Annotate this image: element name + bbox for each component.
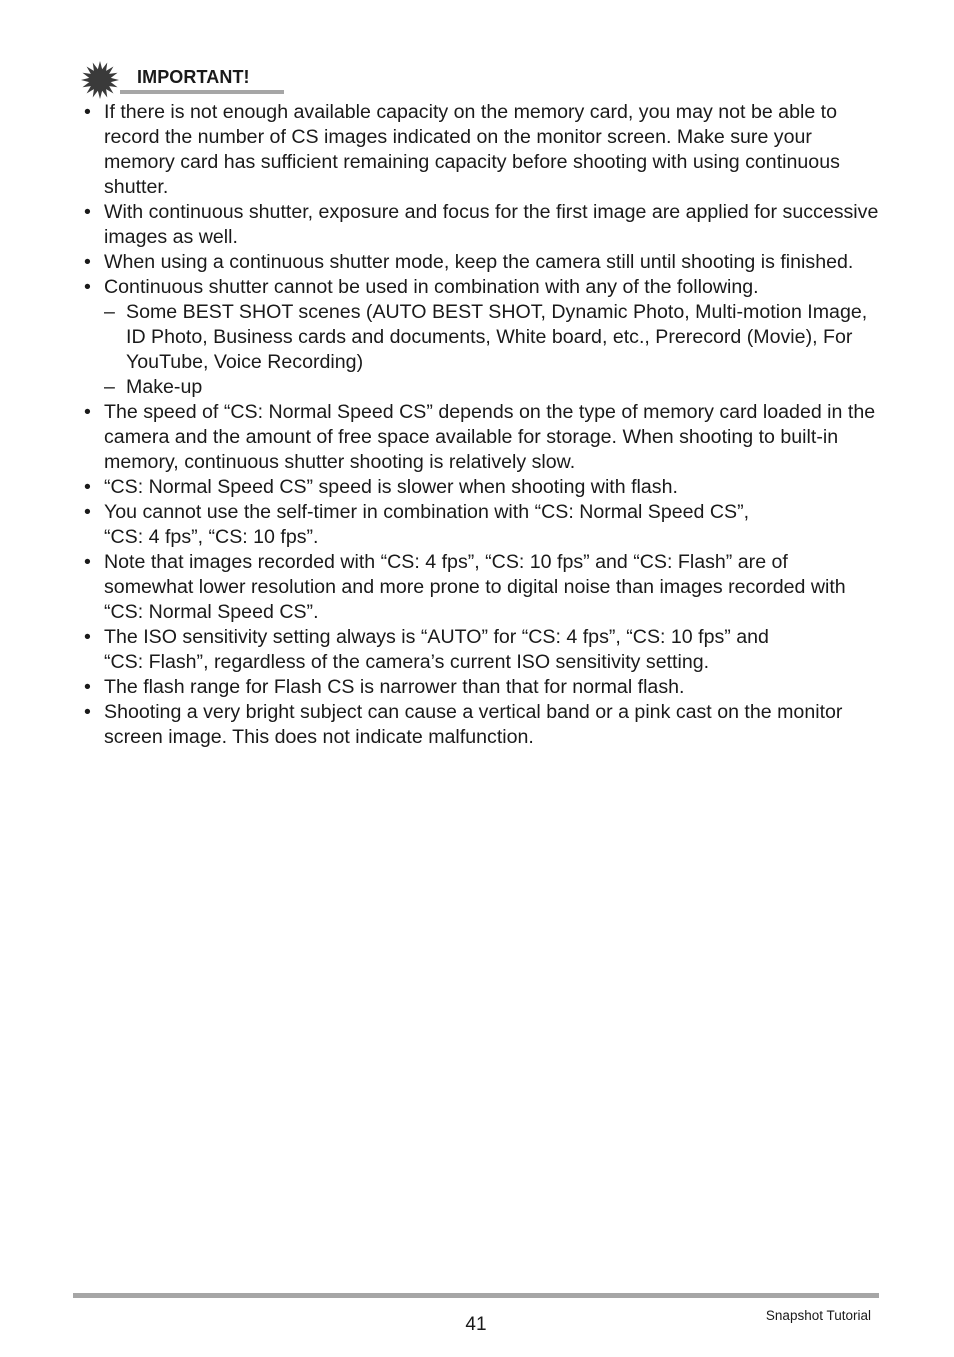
bullet-mark: • bbox=[84, 401, 91, 423]
bullet-mark: • bbox=[84, 201, 91, 223]
note-item bbox=[82, 475, 882, 500]
bullet-mark: • bbox=[84, 676, 91, 698]
footer-section-title: Snapshot Tutorial bbox=[765, 1308, 871, 1323]
sub-notes-list bbox=[104, 300, 882, 400]
note-item bbox=[82, 275, 882, 400]
bullet-mark: • bbox=[84, 701, 91, 723]
bullet-mark: • bbox=[84, 276, 91, 298]
note-text: Note that images recorded with “CS: 4 fps”, “CS: 10 fps” and “CS: Flash” are of somewhat lower resolution and more prone to digital noise than images recorded with “CS: Normal Speed CS”. bbox=[104, 551, 846, 623]
note-item bbox=[82, 675, 882, 700]
sub-note-item bbox=[104, 300, 882, 375]
note-item bbox=[82, 200, 882, 250]
note-text: The speed of “CS: Normal Speed CS” depends on the type of memory card loaded in the camera and the amount of free space available for storage. When shooting to built-in memory, continuous shutter shooting is relatively slow. bbox=[104, 401, 876, 473]
note-item bbox=[82, 500, 882, 550]
note-item bbox=[82, 625, 882, 675]
dash-mark: – bbox=[104, 301, 115, 323]
note-text: Shooting a very bright subject can cause a vertical band or a pink cast on the monitor screen image. This does not indicate malfunction. bbox=[104, 701, 843, 748]
sub-note-text: Make-up bbox=[126, 376, 203, 398]
note-item bbox=[82, 550, 882, 625]
important-title: IMPORTANT! bbox=[137, 67, 250, 87]
note-text: “CS: Normal Speed CS” speed is slower when shooting with flash. bbox=[104, 476, 678, 498]
bullet-mark: • bbox=[84, 626, 91, 648]
note-text: You cannot use the self-timer in combination with “CS: Normal Speed CS”, “CS: 4 fps”, “CS: 10 fps”. bbox=[104, 501, 750, 548]
important-heading bbox=[80, 60, 286, 96]
note-text: With continuous shutter, exposure and focus for the first image are applied for successive images as well. bbox=[104, 201, 879, 248]
bullet-mark: • bbox=[84, 251, 91, 273]
bullet-mark: • bbox=[84, 551, 91, 573]
note-text: When using a continuous shutter mode, keep the camera still until shooting is finished. bbox=[104, 251, 854, 273]
important-notes-list bbox=[82, 100, 882, 750]
sub-note-text: Some BEST SHOT scenes (AUTO BEST SHOT, Dynamic Photo, Multi-motion Image, ID Photo, Business cards and documents, White board, etc., Prerecord (Movie), For YouTube, Voice Recording) bbox=[126, 301, 868, 373]
note-item bbox=[82, 100, 882, 200]
note-text: If there is not enough available capacity on the memory card, you may not be able to record the number of CS images indicated on the monitor screen. Make sure your memory card has sufficient remaining capacity before shooting with using continuous shutter. bbox=[104, 101, 840, 198]
note-item bbox=[82, 400, 882, 475]
note-text: The ISO sensitivity setting always is “AUTO” for “CS: 4 fps”, “CS: 10 fps” and “CS: Flash”, regardless of the camera’s current ISO sensitivity setting. bbox=[104, 626, 769, 673]
dash-mark: – bbox=[104, 376, 115, 398]
note-text: Continuous shutter cannot be used in combination with any of the following. bbox=[104, 276, 759, 298]
note-text: The flash range for Flash CS is narrower than that for normal flash. bbox=[104, 676, 685, 698]
bullet-mark: • bbox=[84, 501, 91, 523]
page-number: 41 bbox=[465, 1314, 487, 1335]
bullet-mark: • bbox=[84, 101, 91, 123]
note-item bbox=[82, 250, 882, 275]
sub-note-item bbox=[104, 375, 882, 400]
footer-divider bbox=[73, 1293, 879, 1298]
bullet-mark: • bbox=[84, 476, 91, 498]
important-underline bbox=[120, 90, 284, 94]
note-item bbox=[82, 700, 882, 750]
starburst-icon bbox=[80, 60, 120, 100]
